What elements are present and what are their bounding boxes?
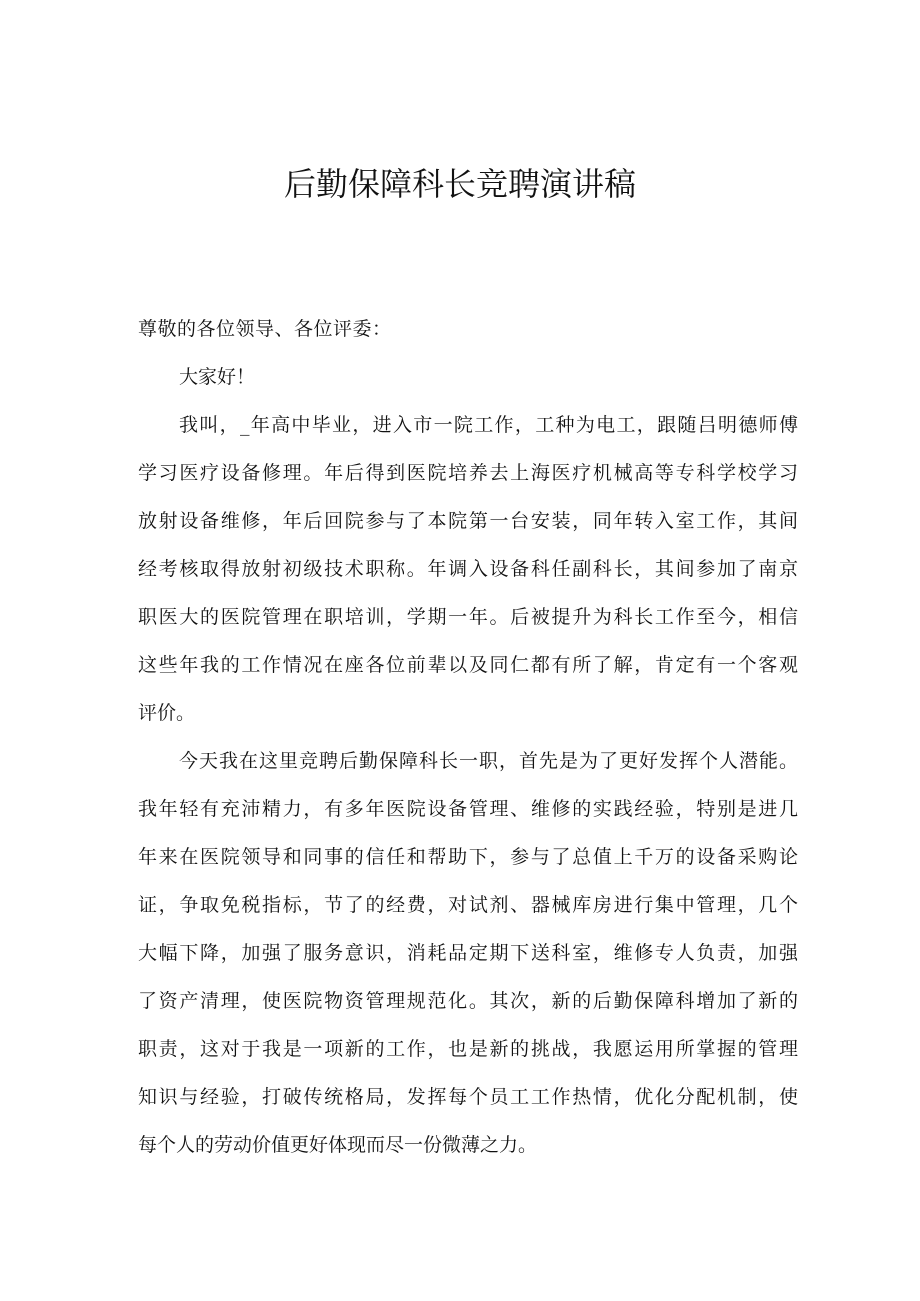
document-title: 后勤保障科长竞聘演讲稿	[283, 165, 636, 203]
paragraph-2-line: 每个人的劳动价值更好体现而尽一份微薄之力。	[138, 1134, 538, 1156]
paragraph-2-line: 大幅下降，加强了服务意识，消耗品定期下送科室，维修专人负责，加强	[138, 942, 798, 964]
paragraph-2-line: 了资产清理，使医院物资管理规范化。其次，新的后勤保障科增加了新的	[138, 990, 798, 1012]
paragraph-1-line: 这些年我的工作情况在座各位前辈以及同仁都有所了解，肯定有一个客观	[138, 654, 798, 676]
paragraph-1-line: 我叫，_年高中毕业，进入市一院工作，工种为电工，跟随吕明德师傅	[179, 414, 798, 436]
greeting-line: 大家好！	[179, 366, 256, 388]
paragraph-1-line: 评价。	[138, 702, 196, 724]
paragraph-2-line: 证，争取免税指标，节了的经费，对试剂、器械库房进行集中管理，几个	[138, 894, 798, 916]
paragraph-2-line: 今天我在这里竞聘后勤保障科长一职，首先是为了更好发挥个人潜能。	[179, 750, 798, 772]
paragraph-2-line: 知识与经验，打破传统格局，发挥每个员工工作热情，优化分配机制，使	[138, 1086, 798, 1108]
paragraph-2-line: 职责，这对于我是一项新的工作，也是新的挑战，我愿运用所掌握的管理	[138, 1038, 798, 1060]
paragraph-1-line: 经考核取得放射初级技术职称。年调入设备科任副科长，其间参加了南京	[138, 558, 798, 580]
paragraph-1-line: 职医大的医院管理在职培训，学期一年。后被提升为科长工作至今，相信	[138, 606, 798, 628]
document-body	[138, 305, 798, 1169]
paragraph-1-line: 学习医疗设备修理。年后得到医院培养去上海医疗机械高等专科学校学习	[138, 462, 798, 484]
paragraph-2-line: 我年轻有充沛精力，有多年医院设备管理、维修的实践经验，特别是进几	[138, 798, 798, 820]
salutation-line: 尊敬的各位领导、各位评委：	[138, 318, 392, 340]
paragraph-2	[138, 737, 798, 1169]
paragraph-1	[138, 401, 798, 737]
paragraph-1-line: 放射设备维修，年后回院参与了本院第一台安装，同年转入室工作，其间	[138, 510, 798, 532]
paragraph-2-line: 年来在医院领导和同事的信任和帮助下，参与了总值上千万的设备采购论	[138, 846, 798, 868]
